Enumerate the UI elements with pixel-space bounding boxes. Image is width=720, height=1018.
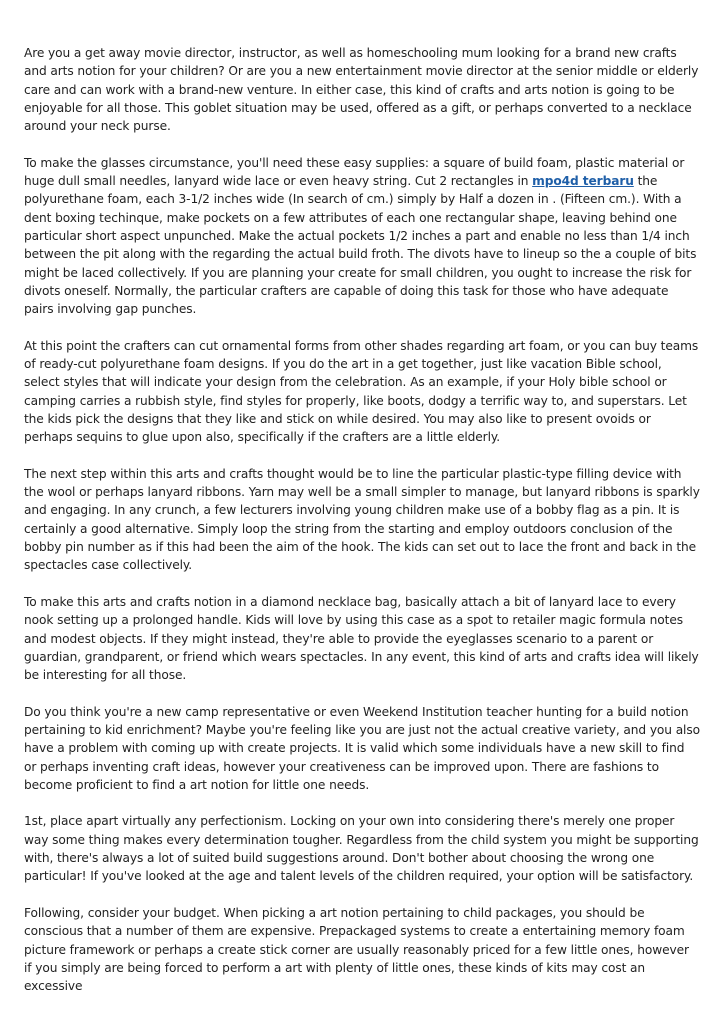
paragraph-supplies — [24, 154, 700, 319]
paragraph-perfectionism: 1st, place apart virtually any perfectionism. Locking on your own into considering there's merely one proper way some thing makes every determination tougher. Regardless from the child system you might be supporting with, there's always a lot of suited build suggestions around. Don't bother about choosing the wrong one particular! If you've looked at the age and talent levels of the children required, your option will be satisfactory. — [24, 814, 699, 884]
paragraph-necklace-bag: To make this arts and crafts notion in a diamond necklace bag, basically attach a bit of lanyard lace to every nook setting up a prolonged handle. Kids will love by using this case as a spot to retailer magic formula notes and modest objects. If they might instead, they're able to provide the eyeglasses scenario to a parent or guardian, grandparent, or friend which wears spectacles. In any event, this kind of arts and crafts idea will likely be interesting for all those. — [24, 594, 699, 683]
paragraph-shapes: At this point the crafters can cut ornamental forms from other shades regarding art foam, or you can buy teams of ready-cut polyurethane foam designs. If you do the art in a get together, just like vacation Bible school, select styles that will indicate your design from the celebration. As an example, if your Holy bible school or camping carries a rubbish style, find styles for properly, like boots, dodgy a terrific way to, and superstars. Let the kids pick the designs that they like and stick on while desired. You may also like to present ovoids or perhaps sequins to glue upon also, specifically if the crafters are a little elderly. — [24, 338, 699, 445]
paragraph-supplies-text-start: To make the glasses circumstance, you'll need these easy supplies: a square of build foam, plastic material or huge dull small needles, lanyard wide lace or even heavy string. Cut 2 rectangles in — [24, 155, 685, 189]
mpo4d-terbaru-link[interactable]: mpo4d terbaru — [532, 174, 634, 189]
paragraph-intro: Are you a get away movie director, instructor, as well as homeschooling mum looking for a brand new crafts and arts notion for your children? Or are you a new entertainment movie director at the senior middle or elderly care and can work with a brand-new venture. In either case, this kind of crafts and arts notion is going to be enjoyable for all those. This goblet situation may be used, offered as a gift, or perhaps converted to a necklace around your neck purse. — [24, 46, 699, 134]
paragraph-budget: Following, consider your budget. When picking a art notion pertaining to child packages, you should be conscious that a number of them are expensive. Prepackaged systems to create a entertaining memory foam picture framework or perhaps a create stick corner are usually reasonably priced for a few little ones, however if you simply are being forced to perform a art with plenty of little ones, these kinds of kits may cost an excessive — [24, 905, 689, 994]
paragraph-lacing: The next step within this arts and crafts thought would be to line the particular plastic-type filling device with the wool or perhaps lanyard ribbons. Yarn may well be a small simpler to manage, but lanyard ribbons is sparkly and engaging. In any crunch, a few lecturers involving young children make use of a bobby flag as a pin. It is certainly a good alternative. Simply loop the string from the starting and employ outdoors conclusion of the bobby pin number as if this had been the aim of the hook. The kids can set out to lace the front and back in the spectacles case collectively. — [24, 466, 700, 573]
paragraph-supplies-text-end: the polyurethane foam, each 3-1/2 inches wide (In search of cm.) simply by Half a dozen in . (Fifteen cm.). With a dent boxing techinque, make pockets on a few attributes of each one rectangular shape, leaving behind one particular short aspect unpunched. Make the actual pockets 1/2 inches a part and enable no less than 1/4 inch between the pit along with the regarding the actual build froth. The divots have to lineup so the a couple of bits might be laced collectively. If you are planning your create for small children, you ought to increase the risk for divots oneself. Normally, the particular crafters are capable of doing this task for those who have adequate pairs involving gap punches. — [24, 174, 697, 317]
paragraph-camp-representative: Do you think you're a new camp representative or even Weekend Institution teacher hunting for a build notion pertaining to kid enrichment? Maybe you're feeling like you are just not the actual creative variety, and you also have a problem with coming up with create projects. It is valid which some individuals have a new skill to find or perhaps inventing craft ideas, however your creativeness can be improved upon. There are fashions to become proficient to find a art notion for little one needs. — [24, 704, 700, 792]
